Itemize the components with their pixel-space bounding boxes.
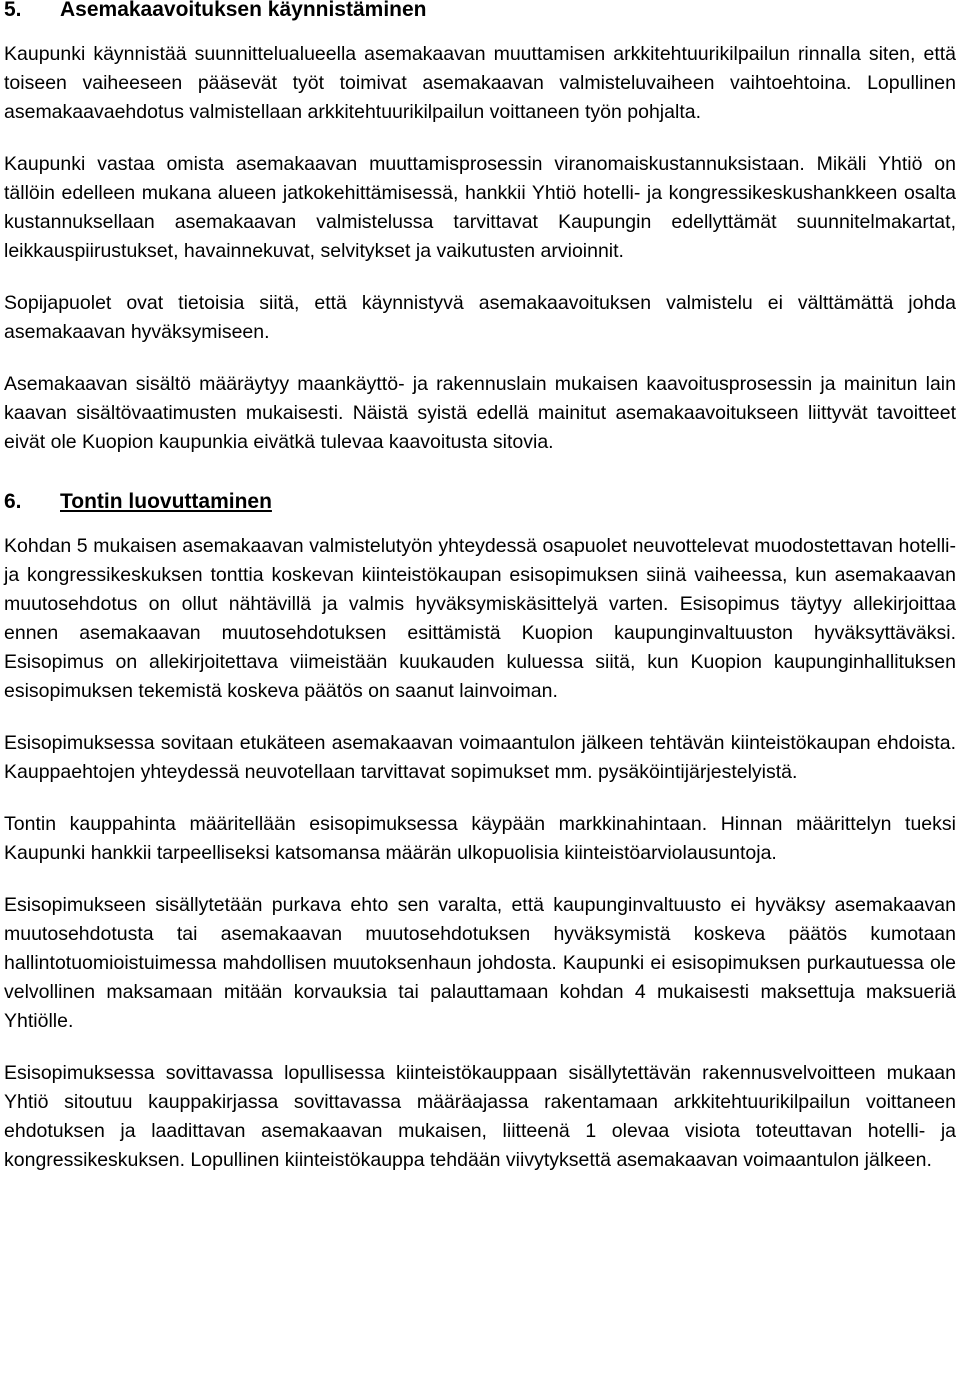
section-5-number: 5.: [4, 0, 22, 21]
section-5-paragraph-4: Asemakaavan sisältö määräytyy maankäyttö- ja rakennuslain mukaisen kaavoitusprosessin ja mainitun lain kaavan sisältövaatimusten mukaisesti. Näistä syistä edellä mainitut asemakaavoitukseen liittyvät tavoitteet eivät ole Kuopion kaupunkia eivätkä tulevaa kaavoitusta sitovia.: [4, 373, 956, 453]
section-5-heading: [4, 0, 956, 22]
section-5-title: Asemakaavoituksen käynnistäminen: [60, 0, 427, 21]
section-6-paragraph-3: Tontin kauppahinta määritellään esisopimuksessa käypään markkinahintaan. Hinnan määrittelyn tueksi Kaupunki hankkii tarpeelliseksi katsomansa määrän ulkopuolisia kiinteistöarviolausuntoja.: [4, 813, 956, 864]
section-6-paragraph-4: Esisopimukseen sisällytetään purkava ehto sen varalta, että kaupunginvaltuusto ei hyväksy asemakaavan muutosehdotusta tai asemakaavan muutosehdotuksen hyväksymistä koskeva päätös kumotaan hallintotuomioistuimessa mahdollisen muutoksenhaun johdosta. Kaupunki ei esisopimuksen purkautuessa ole velvollinen maksamaan mitään korvauksia tai palauttamaan kohdan 4 mukaisesti maksettuja maksueriä Yhtiölle.: [4, 894, 956, 1032]
section-6-paragraph-1: Kohdan 5 mukaisen asemakaavan valmistelutyön yhteydessä osapuolet neuvottelevat muodostettavan hotelli- ja kongressikeskuksen tonttia koskevan kiinteistökaupan esisopimuksen siinä vaiheessa, kun asemakaavan muutosehdotus on ollut nähtävillä ja valmis hyväksymiskäsittelyä varten. Esisopimus täytyy allekirjoittaa ennen asemakaavan muutosehdotuksen esittämistä Kuopion kaupunginvaltuuston hyväksyttäväksi. Esisopimus on allekirjoitettava viimeistään kuukauden kuluessa siitä, kun Kuopion kaupunginhallituksen esisopimuksen tekemistä koskeva päätös on saanut lainvoiman.: [4, 535, 956, 702]
section-5-paragraph-1: Kaupunki käynnistää suunnittelualueella asemakaavan muuttamisen arkkitehtuurikilpailun rinnalla siten, että toiseen vaiheeseen pääsevät työt toimivat asemakaavan valmisteluvaiheen vaihtoehtoina. Lopullinen asemakaavaehdotus valmistellaan arkkitehtuurikilpailun voittaneen työn pohjalta.: [4, 43, 956, 123]
section-5-paragraph-2: Kaupunki vastaa omista asemakaavan muuttamisprosessin viranomaiskustannuksistaan. Mikäli Yhtiö on tällöin edelleen mukana alueen jatkokehittämisessä, hankkii Yhtiö hotelli- ja kongressikeskushankkeen osalta kustannuksellaan asemakaavan valmistelussa tarvittavat Kaupungin edellyttämät suunnitelmakartat, leikkauspiirustukset, havainnekuvat, selvitykset ja vaikutusten arvioinnit.: [4, 153, 956, 262]
section-6-title: Tontin luovuttaminen: [60, 490, 272, 513]
document-page: [4, 0, 956, 1175]
section-5-paragraph-3: Sopijapuolet ovat tietoisia siitä, että käynnistyvä asemakaavoituksen valmistelu ei välttämättä johda asemakaavan hyväksymiseen.: [4, 292, 956, 343]
section-6-paragraph-5: Esisopimuksessa sovittavassa lopullisessa kiinteistökauppaan sisällytettävän rakennusvelvoitteen mukaan Yhtiö sitoutuu kauppakirjassa sovittavassa määräajassa rakentamaan arkkitehtuurikilpailun voittaneen ehdotuksen ja laadittavan asemakaavan mukaisen, liitteenä 1 olevaa visiota toteuttavan hotelli- ja kongressikeskuksen. Lopullinen kiinteistökauppa tehdään viivytyksettä asemakaavan voimaantulon jälkeen.: [4, 1062, 956, 1171]
section-6-number: 6.: [4, 490, 22, 513]
section-6-paragraph-2: Esisopimuksessa sovitaan etukäteen asemakaavan voimaantulon jälkeen tehtävän kiinteistökaupan ehdoista. Kauppaehtojen yhteydessä neuvotellaan tarvittavat sopimukset mm. pysäköintijärjestelyistä.: [4, 732, 956, 783]
section-6-heading: [4, 490, 956, 514]
